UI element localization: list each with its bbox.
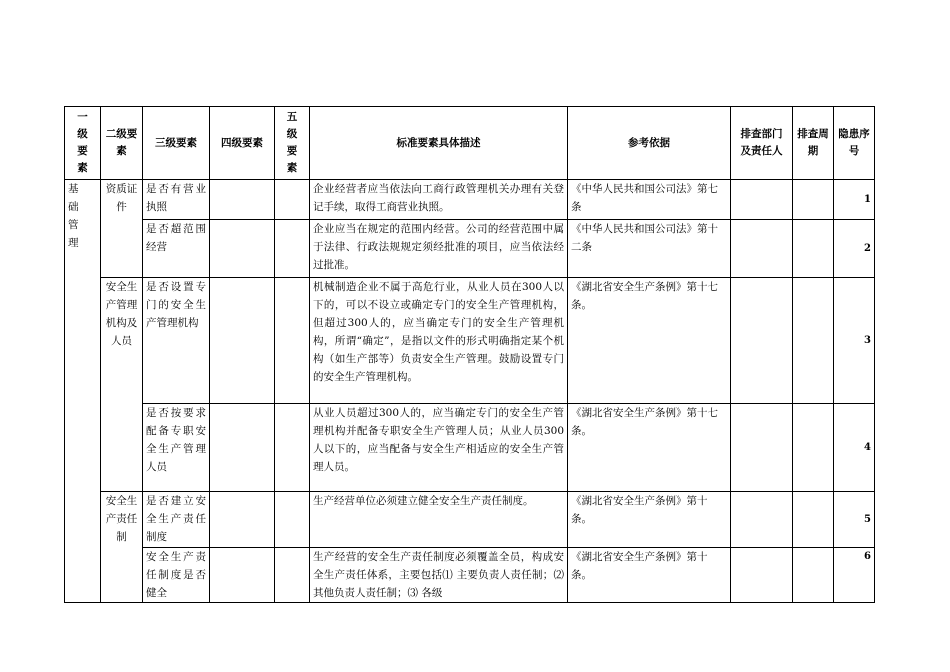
- level5-cell: [275, 278, 310, 404]
- serial-cell: 6: [834, 548, 875, 603]
- serial-cell: 2: [834, 220, 875, 278]
- header-cycle: 排查周期: [793, 107, 834, 180]
- level2-cell-qualification: 资质证件: [101, 180, 143, 278]
- level3-cell-wrap: [143, 548, 210, 603]
- serial-cell: 5: [834, 492, 875, 548]
- header-level2: 二级要素: [101, 107, 143, 180]
- cycle-cell: [793, 548, 834, 603]
- header-department-line1: 排查部门: [740, 128, 783, 140]
- description-cell: 生产经营的安全生产责任制度必须覆盖全员，构成安全生产责任体系，主要包括⑴ 主要负责人责任制；⑵ 其他负责人责任制；⑶ 各级: [313, 551, 564, 599]
- level2-cell-organization: 安全生产管理机构及人员: [101, 278, 143, 492]
- reference-cell: 《湖北省安全生产条例》第十七条。: [568, 404, 731, 492]
- level3-cell: 是否超范围经营: [143, 220, 210, 278]
- hazard-checklist-table: [64, 106, 875, 603]
- reference-cell: 《中华人民共和国公司法》第七条: [568, 180, 731, 220]
- header-department-line2: 及责任人: [740, 145, 783, 157]
- header-level1: 一级要素: [65, 107, 101, 180]
- cycle-cell: [793, 180, 834, 220]
- level5-cell: [275, 180, 310, 220]
- description-cell: 企业应当在规定的范围内经营。公司的经营范围中属于法律、行政法规规定须经批准的项目，应当依法经过批准。: [310, 220, 568, 278]
- department-cell: [731, 180, 793, 220]
- level3-cell: 是否建立安全生产责任制度: [143, 492, 210, 548]
- table-row: [65, 548, 875, 603]
- reference-cell: 《中华人民共和国公司法》第十二条: [568, 220, 731, 278]
- level3-cell: 是否按要求配备专职安全生产管理人员: [143, 404, 210, 492]
- level3-cell: 是否有营业执照: [143, 180, 210, 220]
- description-cell-wrap: [310, 548, 568, 603]
- level4-cell: [210, 180, 275, 220]
- cycle-cell: [793, 404, 834, 492]
- table-row: [65, 492, 875, 548]
- header-reference: 参考依据: [568, 107, 731, 180]
- department-cell: [731, 220, 793, 278]
- cycle-cell: [793, 278, 834, 404]
- description-cell: 企业经营者应当依法向工商行政管理机关办理有关登记手续，取得工商营业执照。: [310, 180, 568, 220]
- department-cell: [731, 492, 793, 548]
- table-header-row: [65, 107, 875, 180]
- level4-cell: [210, 404, 275, 492]
- description-cell: 从业人员超过300人的，应当确定专门的安全生产管理机构并配备专职安全生产管理人员；从业人员300人以下的，应当配备与安全生产相适应的安全生产管理人员。: [310, 404, 568, 492]
- level5-cell: [275, 220, 310, 278]
- department-cell: [731, 404, 793, 492]
- header-level3: 三级要素: [143, 107, 210, 180]
- cycle-cell: [793, 220, 834, 278]
- level2-cell-responsibility: 安全生产责任制: [101, 492, 143, 603]
- serial-cell: 1: [834, 180, 875, 220]
- level4-cell: [210, 278, 275, 404]
- table-row: [65, 278, 875, 404]
- serial-cell: 4: [834, 404, 875, 492]
- level4-cell: [210, 492, 275, 548]
- reference-cell: 《湖北省安全生产条例》第十条。: [568, 548, 731, 603]
- description-cell: 机械制造企业不属于高危行业，从业人员在300人以下的，可以不设立或确定专门的安全生产管理机构，但超过300人的，应当确定专门的安全生产管理机构，所谓“确定”，是指以文件的形式明确指定某个机构（如生产部等）负责安全生产管理。鼓励设置专门的安全生产管理机构。: [310, 278, 568, 404]
- serial-cell: 3: [834, 278, 875, 404]
- department-cell: [731, 278, 793, 404]
- level5-cell: [275, 548, 310, 603]
- table-row: [65, 404, 875, 492]
- header-serial: 隐患序号: [834, 107, 875, 180]
- level4-cell: [210, 548, 275, 603]
- cycle-cell: [793, 492, 834, 548]
- header-level4: 四级要素: [210, 107, 275, 180]
- reference-cell: 《湖北省安全生产条例》第十条。: [568, 492, 731, 548]
- department-cell: [731, 548, 793, 603]
- level3-cell: 安全生产责任制度是否健全: [146, 551, 206, 599]
- header-level5: 五级要素: [275, 107, 310, 180]
- level5-cell: [275, 492, 310, 548]
- level3-cell: 是否设置专门的安全生产管理机构: [143, 278, 210, 404]
- level4-cell: [210, 220, 275, 278]
- table-row: [65, 180, 875, 220]
- level1-cell: 基础管理: [65, 180, 101, 603]
- table-row: [65, 220, 875, 278]
- level5-cell: [275, 404, 310, 492]
- description-cell: 生产经营单位必须建立健全安全生产责任制度。: [310, 492, 568, 548]
- header-department: [731, 107, 793, 180]
- reference-cell: 《湖北省安全生产条例》第十七条。: [568, 278, 731, 404]
- header-description: 标准要素具体描述: [310, 107, 568, 180]
